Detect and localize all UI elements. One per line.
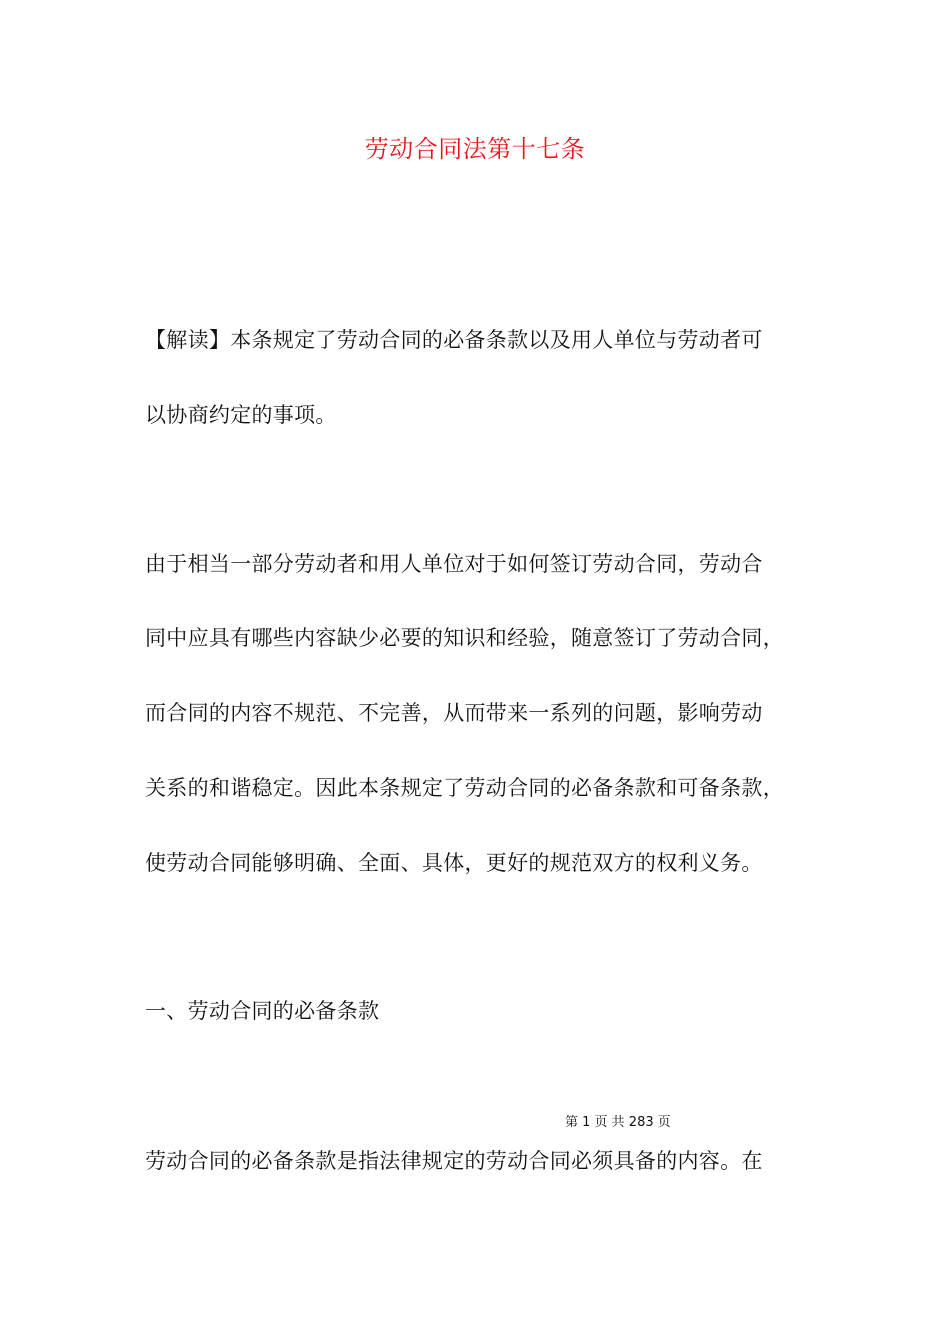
text-line: 关系的和谐稳定。因此本条规定了劳动合同的必备条款和可备条款， — [145, 776, 784, 800]
text-line: 而合同的内容不规范、不完善，从而带来一系列的问题，影响劳动 — [145, 701, 763, 725]
text-line: 同中应具有哪些内容缺少必要的知识和经验，随意签订了劳动合同， — [145, 626, 784, 650]
text-line: 劳动合同的必备条款是指法律规定的劳动合同必须具备的内容。在 — [145, 1149, 763, 1173]
document-title: 劳动合同法第十七条 — [364, 135, 586, 163]
text-line: 【解读】本条规定了劳动合同的必备条款以及用人单位与劳动者可 — [145, 328, 763, 352]
text-line: 以协商约定的事项。 — [145, 403, 337, 427]
text-line: 使劳动合同能够明确、全面、具体，更好的规范双方的权利义务。 — [145, 851, 763, 875]
section-heading: 一、劳动合同的必备条款 — [145, 999, 380, 1023]
text-line: 由于相当一部分劳动者和用人单位对于如何签订劳动合同，劳动合 — [145, 552, 763, 576]
page-number-footer: 第 1 页 共 283 页 — [565, 1115, 671, 1130]
